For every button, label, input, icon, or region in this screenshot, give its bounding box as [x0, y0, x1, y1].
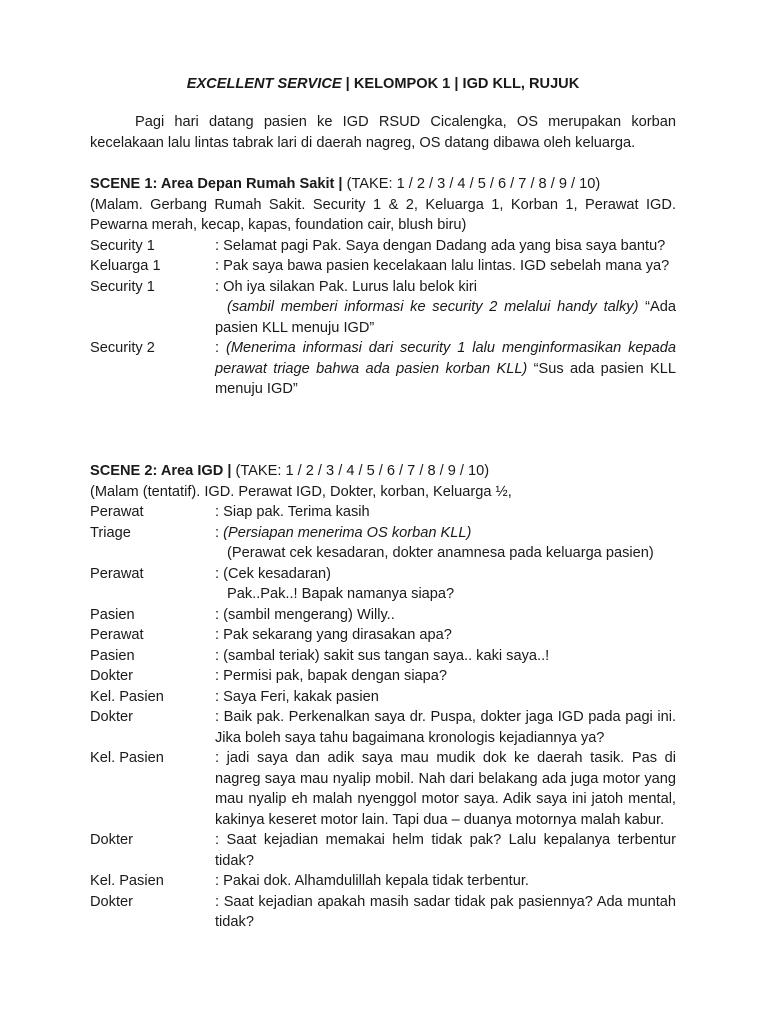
- speaker-name: Kel. Pasien: [90, 688, 164, 705]
- stage-direction: (Perawat cek kesadaran, dokter anamnesa pada keluarga pasien): [227, 545, 654, 561]
- dialogue-text: : Saat kejadian memakai helm tidak pak? Lalu kepalanya terbentur tidak?: [215, 832, 676, 869]
- dialogue-text: [215, 543, 676, 564]
- speaker-name: Perawat: [90, 565, 144, 582]
- dialogue-line: [90, 892, 676, 933]
- colon-prefix: :: [215, 340, 226, 356]
- speaker-name: Pasien: [90, 647, 135, 664]
- dialogue-line: [90, 236, 676, 257]
- scene-1-take: (TAKE: 1 / 2 / 3 / 4 / 5 / 6 / 7 / 8 / 9 / 10): [342, 176, 601, 192]
- scene-2-description: (Malam (tentatif). IGD. Perawat IGD, Dokter, korban, Keluarga ½,: [90, 483, 512, 500]
- stage-direction: (Menerima informasi dari security 1 lalu menginformasikan kepada perawat triage bahwa ada pasien korban KLL): [215, 340, 676, 377]
- dialogue-line-continued: [90, 543, 676, 564]
- dialogue-text: : Pakai dok. Alhamdulillah kepala tidak terbentur.: [215, 873, 529, 889]
- speaker-name: Security 2: [90, 340, 155, 356]
- dialogue-text: : Pak sekarang yang dirasakan apa?: [215, 627, 452, 643]
- scene-2-heading: [90, 461, 676, 482]
- dialogue-text: : (sambil mengerang) Willy..: [215, 606, 395, 623]
- dialogue-line: [90, 666, 676, 687]
- title-group: KELOMPOK 1: [353, 76, 451, 92]
- dialogue-line: [90, 687, 676, 708]
- dialogue-text: : Pak saya bawa pasien kecelakaan lalu lintas. IGD sebelah mana ya?: [215, 258, 670, 274]
- dialogue-line: [90, 871, 676, 892]
- title-separator-2: |: [450, 76, 463, 92]
- dialogue-text: [215, 338, 676, 400]
- scene-1-description: (Malam. Gerbang Rumah Sakit. Security 1 & 2, Keluarga 1, Korban 1, Perawat IGD. Pewarna merah, kecap, kapas, foundation cair, blush biru): [90, 196, 676, 233]
- speaker-name: Keluarga 1: [90, 258, 161, 274]
- title-service: EXCELLENT SERVICE: [186, 76, 342, 92]
- speaker-name: Security 1: [90, 237, 155, 254]
- dialogue-line: [90, 830, 676, 871]
- title-topic: IGD KLL, RUJUK: [462, 76, 580, 92]
- colon-prefix: :: [215, 524, 224, 541]
- dialogue-text: : Saya Feri, kakak pasien: [215, 688, 379, 705]
- dialogue-text: : Oh iya silakan Pak. Lurus lalu belok kiri: [215, 278, 477, 295]
- dialogue-text: [215, 523, 676, 544]
- stage-direction: (Persiapan menerima OS korban KLL): [223, 524, 472, 541]
- scene-1: [90, 174, 676, 400]
- scene-1-title: SCENE 1: Area Depan Rumah Sakit |: [90, 176, 343, 192]
- speaker-name: Kel. Pasien: [90, 873, 164, 889]
- intro-paragraph: Pagi hari datang pasien ke IGD RSUD Cicalengka, OS merupakan korban kecelakaan lalu lintas tabrak lari di daerah nagreg, OS datang dibawa oleh keluarga.: [90, 114, 676, 151]
- dialogue-line: [90, 502, 676, 523]
- dialogue-line: [90, 625, 676, 646]
- dialogue-quote: Pak..Pak..! Bapak namanya siapa?: [227, 586, 455, 602]
- speaker-name: Perawat: [90, 504, 144, 520]
- title-separator-1: |: [341, 76, 354, 92]
- dialogue-line: [90, 646, 676, 667]
- dialogue-text: : Siap pak. Terima kasih: [215, 504, 370, 520]
- dialogue-line: [90, 748, 676, 830]
- speaker-name: Dokter: [90, 893, 133, 910]
- scene-2-take: (TAKE: 1 / 2 / 3 / 4 / 5 / 6 / 7 / 8 / 9 / 10): [231, 463, 490, 479]
- dialogue-text: : Selamat pagi Pak. Saya dengan Dadang ada yang bisa saya bantu?: [215, 237, 666, 254]
- dialogue-line-continued: [90, 297, 676, 338]
- speaker-name: Perawat: [90, 627, 144, 643]
- stage-direction: (sambil memberi informasi ke security 2 melalui handy talky): [227, 299, 639, 315]
- dialogue-line: [90, 338, 676, 400]
- speaker-name: Dokter: [90, 832, 133, 848]
- dialogue-quote: “Sus ada pasien KLL menuju IGD”: [215, 360, 676, 397]
- dialogue-line: [90, 605, 676, 626]
- dialogue-text: [215, 297, 676, 338]
- dialogue-text: [215, 584, 676, 605]
- dialogue-quote: “Ada pasien KLL menuju IGD”: [215, 299, 677, 336]
- speaker-name: Security 1: [90, 278, 155, 295]
- dialogue-text: : jadi saya dan adik saya mau mudik dok ke daerah tasik. Pas di nagreg saya mau nyalip mobil. Nah dari belakang ada juga motor yang mau nyalip eh malah nyenggol motor saya. Adik saya ini jatoh mental, kakinya keseret motor lain. Tapi dua – duanya motornya malah kabur.: [215, 750, 676, 828]
- speaker-name: Dokter: [90, 709, 133, 725]
- dialogue-line: [90, 277, 676, 298]
- scene-2: [90, 461, 676, 933]
- scene-2-title: SCENE 2: Area IGD |: [90, 463, 232, 479]
- speaker-name: Pasien: [90, 606, 135, 623]
- dialogue-text: : Saat kejadian apakah masih sadar tidak pak pasiennya? Ada muntah tidak?: [215, 893, 676, 930]
- dialogue-line: [90, 707, 676, 748]
- scene-1-heading: [90, 174, 676, 195]
- dialogue-text: : Permisi pak, bapak dengan siapa?: [215, 668, 448, 684]
- dialogue-line-continued: [90, 584, 676, 605]
- dialogue-line: [90, 256, 676, 277]
- dialogue-text: : Baik pak. Perkenalkan saya dr. Puspa, dokter jaga IGD pada pagi ini. Jika boleh saya tahu bagaimana kronologis kejadiannya ya?: [215, 709, 676, 746]
- speaker-name: Dokter: [90, 668, 133, 684]
- dialogue-line: [90, 564, 676, 585]
- document-title: [90, 74, 676, 94]
- dialogue-text: : (Cek kesadaran): [215, 565, 331, 582]
- dialogue-line: [90, 523, 676, 544]
- speaker-name: Triage: [90, 524, 131, 541]
- dialogue-text: : (sambal teriak) sakit sus tangan saya.. kaki saya..!: [215, 647, 550, 664]
- speaker-name: Kel. Pasien: [90, 750, 164, 766]
